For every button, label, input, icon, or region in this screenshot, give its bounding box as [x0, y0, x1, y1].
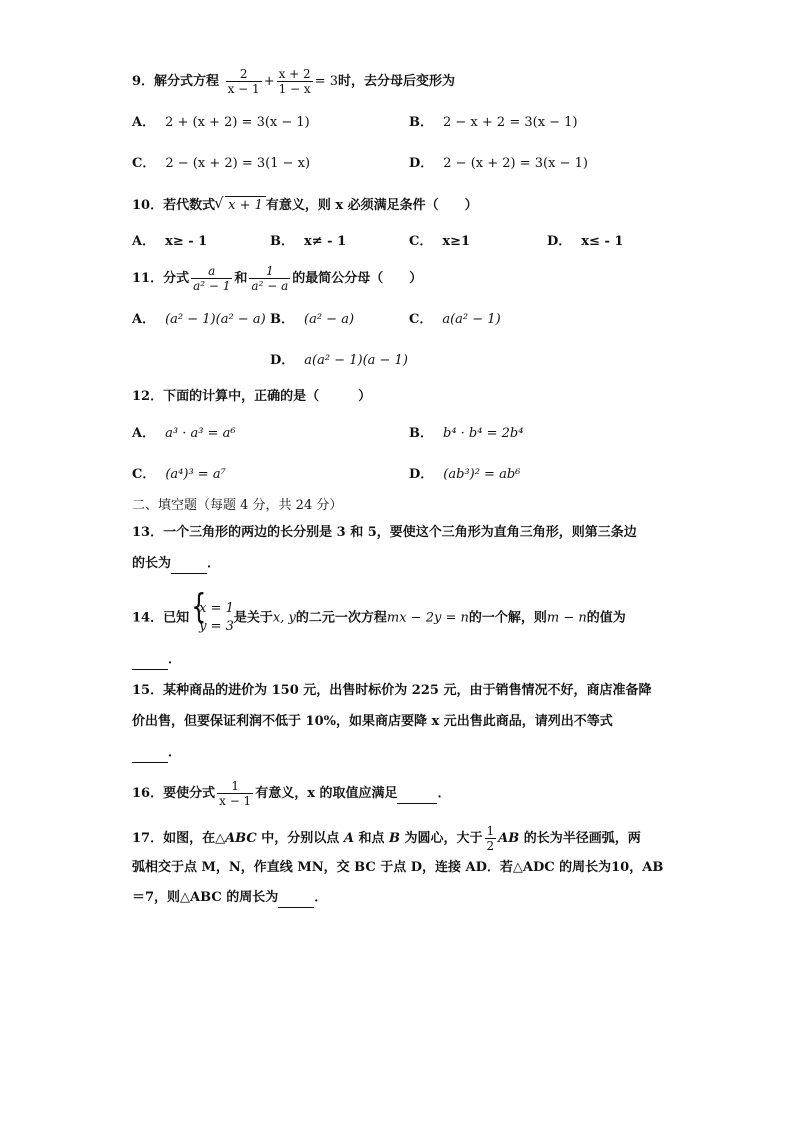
- question-17-answer: ＝7，则△ABC 的周长为 ．: [132, 889, 327, 908]
- option-d[interactable]: D． a(a² − 1)(a − 1): [270, 353, 408, 368]
- question-16: 16．要使分式 $\frac{1}{x - 1}$ 有意义，x 的取值应满足 ．: [132, 779, 451, 808]
- square-root: √ x + 1: [225, 196, 266, 215]
- option-d[interactable]: D． x≤ - 1: [547, 234, 624, 249]
- option-d[interactable]: D． 2 − (x + 2) = 3(x − 1): [409, 156, 588, 171]
- answer-blank[interactable]: [132, 744, 168, 763]
- option-b[interactable]: B． 2 − x + 2 = 3(x − 1): [409, 115, 578, 130]
- answer-blank[interactable]: [278, 889, 314, 908]
- question-13: 13．一个三角形的两边的长分别是 3 和 5，要使这个三角形为直角三角形，则第三条边: [132, 525, 637, 540]
- question-text: 时，去分母后变形为: [337, 74, 455, 89]
- fraction: $\frac{1}{x - 1}$: [219, 779, 252, 808]
- fraction: $\frac{x + 2}{1 - x}$: [278, 67, 311, 96]
- question-12: 12．下面的计算中，正确的是（ ）: [132, 389, 372, 404]
- option-a[interactable]: A． 2 + (x + 2) = 3(x − 1): [132, 115, 310, 130]
- answer-blank[interactable]: [171, 555, 207, 574]
- option-a[interactable]: A． (a² − 1)(a² − a): [132, 312, 266, 327]
- question-13-cont: 的长为 ．: [132, 555, 220, 574]
- question-14-answer: ．: [132, 651, 181, 670]
- fraction: $\frac{1}{\text{a² − a}}$: [251, 264, 289, 293]
- equation-system: { x = 1 y = 3: [189, 600, 234, 636]
- fraction: $\frac{2}{x - 1}$: [227, 67, 260, 96]
- fraction: $\frac{a}{\text{a² − 1}}$: [193, 264, 231, 293]
- question-15: 15．某种商品的进价为 150 元，出售时标价为 225 元，由于销售情况不好，商店准备降: [132, 683, 652, 698]
- question-15-answer: ．: [132, 744, 181, 763]
- section-title: 二、填空题（每题 4 分，共 24 分）: [132, 498, 343, 513]
- option-d[interactable]: D． (ab³)² = ab⁶: [409, 467, 521, 482]
- option-b[interactable]: B． (a² − a): [270, 312, 355, 327]
- question-17: 17．如图，在△ABC 中，分别以点 A 和点 B 为圆心，大于 $\frac{1}{2}$ AB 的长为半径画弧，两: [132, 824, 641, 853]
- option-c[interactable]: C． (a⁴)³ = a⁷: [132, 467, 226, 482]
- option-a[interactable]: A． x≥ - 1: [132, 234, 208, 249]
- option-c[interactable]: C． 2 − (x + 2) = 3(1 − x): [132, 156, 311, 171]
- question-11: 11．分式 $\frac{a}{\text{a² − 1}}$ 和 $\frac{1}{\text{a² − a}}$ 的最简公分母（ ）: [132, 264, 423, 293]
- question-14: 14．已知 { x = 1 y = 3 是关于x, y的二元一次方程mx − 2y = n的一个解，则m − n的值为: [132, 600, 626, 636]
- option-b[interactable]: B． b⁴ · b⁴ = 2b⁴: [409, 426, 524, 441]
- question-15-cont: 价出售，但要保证利润不低于 10%，如果商店要降 x 元出售此商品，请列出不等式: [132, 714, 613, 729]
- fraction: $\frac{1}{2}$: [486, 824, 495, 853]
- question-10: 10．若代数式√ x + 1 有意义，则 x 必须满足条件（ ）: [132, 196, 478, 215]
- answer-blank[interactable]: [132, 651, 168, 670]
- answer-blank[interactable]: [397, 785, 437, 804]
- question-17-cont: 弧相交于点 M，N，作直线 MN，交 BC 于点 D，连接 AD．若△ADC 的周长为10，AB: [132, 860, 664, 875]
- option-a[interactable]: A． a³ · a³ = a⁶: [132, 426, 236, 441]
- option-c[interactable]: C． a(a² − 1): [409, 312, 501, 327]
- option-b[interactable]: B． x≠ - 1: [270, 234, 347, 249]
- question-text: 解分式方程: [154, 74, 220, 89]
- question-number: 9．: [132, 74, 155, 89]
- question-9: 9．解分式方程 $\frac{2}{x - 1}$ + $\frac{x + 2}{1 - x}$ = 3时，去分母后变形为: [132, 67, 455, 96]
- option-c[interactable]: C． x≥1: [409, 234, 471, 249]
